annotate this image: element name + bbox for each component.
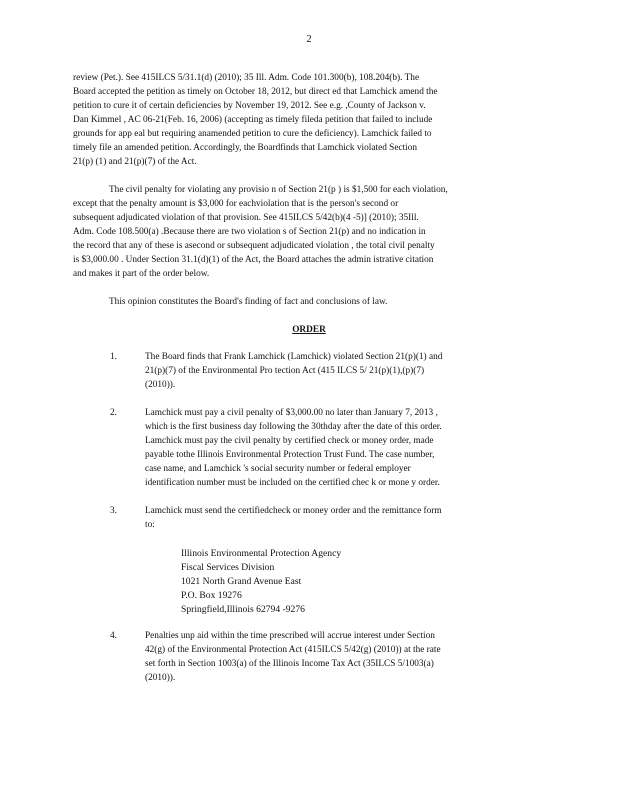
text-line: set forth in Section 1003(a) of the Illinois Income Tax Act (35ILCS 5/1003(a) [145, 659, 434, 669]
item-number: 4. [110, 631, 117, 641]
address-line: 1021 North Grand Avenue East [181, 576, 302, 587]
text-line: Board accepted the petition as timely on October 18, 2012, but direct ed that Lamchick amend the [73, 87, 438, 97]
paragraph-opinion: This opinion constitutes the Board's finding of fact and conclusions of law. [109, 297, 388, 307]
text-line: 21(p)(7) of the Environmental Pro tection Act (415 ILCS 5/ 21(p)(1),(p)(7) [145, 366, 425, 376]
text-line: The Board finds that Frank Lamchick (Lamchick) violated Section 21(p)(1) and [145, 352, 443, 362]
text-line: The civil penalty for violating any provisio n of Section 21(p ) is $1,500 for each violation, [109, 185, 448, 195]
address-line: P.O. Box 19276 [181, 590, 242, 601]
text-line: petition to cure it of certain deficiencies by November 19, 2012. See e.g. ,County of Jackson v. [73, 101, 426, 111]
text-line: is $3,000.00 . Under Section 31.1(d)(1) of the Act, the Board attaches the admin istrative citation [73, 255, 434, 265]
text-line: case name, and Lamchick 's social security number or federal employer [145, 464, 411, 474]
text-line: the record that any of these is asecond or subsequent adjudicated violation , the total civil penalty [73, 241, 435, 251]
order-heading: ORDER [292, 325, 326, 335]
text-line: review (Pet.). See 415ILCS 5/31.1(d) (2010); 35 Ill. Adm. Code 101.300(b), 108.204(b). The [73, 73, 420, 83]
text-line: 21(p) (1) and 21(p)(7) of the Act. [73, 157, 197, 167]
text-line: 42(g) of the Environmental Protection Act (415ILCS 5/42(g) (2010)) at the rate [145, 645, 441, 655]
text-line: grounds for app eal but requiring anamended petition to cure the deficiency). Lamchick failed to [73, 129, 432, 139]
address-line: Illinois Environmental Protection Agency [181, 548, 342, 559]
text-line: timely file an amended petition. Accordingly, the Boardfinds that Lamchick violated Section [73, 143, 418, 153]
item-number: 2. [110, 408, 117, 418]
text-line: Lamchick must send the certifiedcheck or money order and the remittance form [145, 506, 442, 516]
address-line: Fiscal Services Division [181, 562, 275, 573]
text-line: Dan Kimmel , AC 06-21(Feb. 16, 2006) (accepting as timely fileda petition that failed to include [73, 115, 433, 125]
text-line: Lamchick must pay a civil penalty of $3,000.00 no later than January 7, 2013 , [145, 408, 438, 418]
text-line: (2010)). [145, 673, 176, 683]
text-line: except that the penalty amount is $3,000 for eachviolation that is the person's second or [73, 199, 399, 209]
text-line: subsequent adjudicated violation of that provision. See 415ILCS 5/42(b)(4 -5)] (2010); 35Ill. [73, 213, 419, 223]
text-line: Penalties unp aid within the time prescribed will accrue interest under Section [145, 631, 435, 641]
text-line: (2010)). [145, 380, 176, 390]
item-number: 1. [110, 352, 117, 362]
text-line: payable tothe Illinois Environmental Protection Trust Fund. The case number, [145, 450, 435, 460]
text-line: which is the first business day following the 30thday after the date of this order. [145, 422, 442, 432]
item-number: 3. [110, 506, 117, 516]
text-line: to: [145, 520, 155, 530]
text-line: identification number must be included on the certified chec k or mone y order. [145, 478, 440, 488]
text-line: Lamchick must pay the civil penalty by certified check or money order, made [145, 436, 434, 446]
address-line: Springfield,Illinois 62794 -9276 [181, 604, 305, 615]
page-number: 2 [306, 34, 312, 45]
text-line: Adm. Code 108.500(a) .Because there are two violation s of Section 21(p) and no indication in [73, 227, 426, 237]
text-line: and makes it part of the order below. [73, 269, 210, 279]
